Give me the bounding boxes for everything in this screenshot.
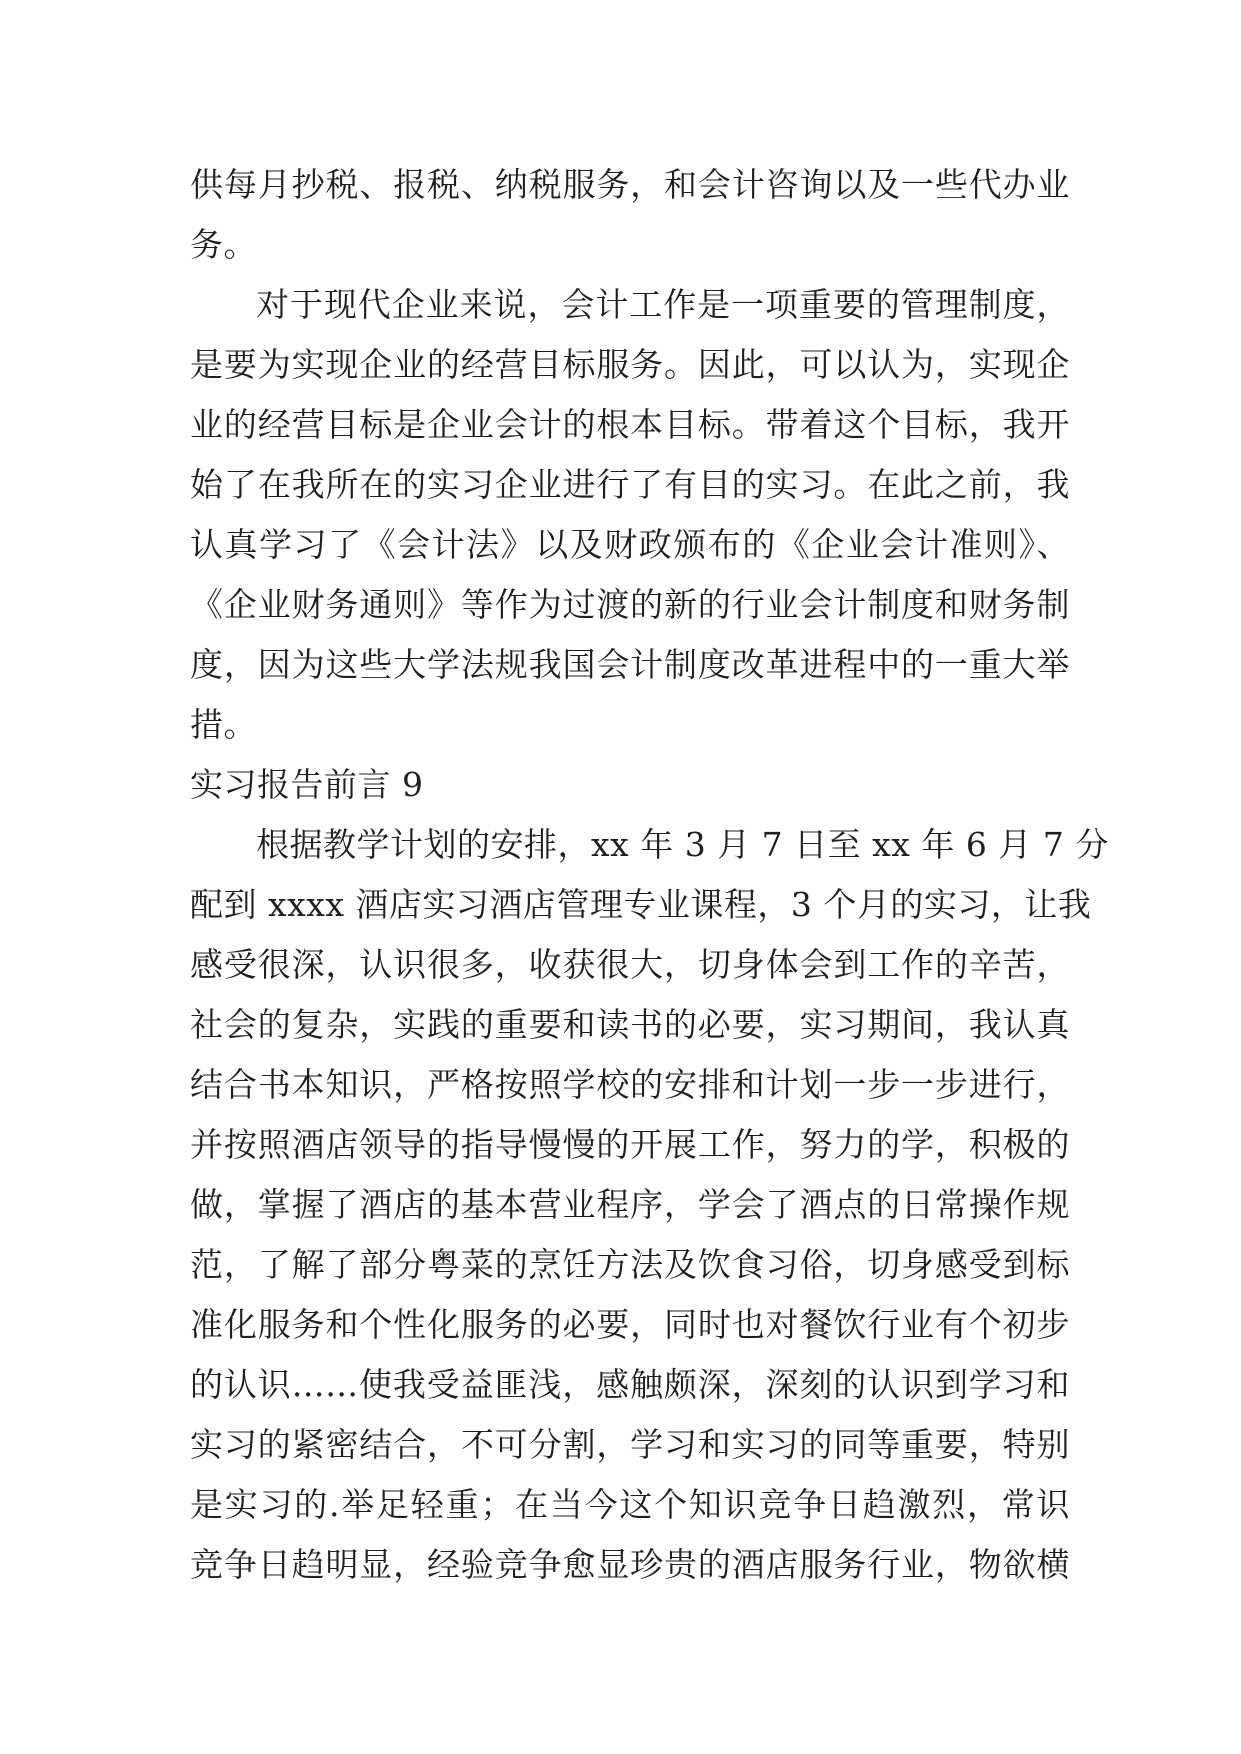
text-line: 并按照酒店领导的指导慢慢的开展工作，努力的学，积极的 — [190, 1125, 1070, 1164]
text-line: 做，掌握了酒店的基本营业程序，学会了酒点的日常操作规 — [190, 1185, 1070, 1224]
text-line: 对于现代企业来说，会计工作是一项重要的管理制度， — [256, 285, 1070, 324]
document-body — [190, 155, 1109, 1595]
section-heading — [190, 755, 1070, 815]
text-line: 的认识……使我受益匪浅，感触颇深，深刻的认识到学习和 — [190, 1365, 1070, 1404]
text-line: 实习的紧密结合，不可分割，学习和实习的同等重要，特别 — [190, 1425, 1070, 1464]
text-line: 结合书本知识，严格按照学校的安排和计划一步一步进行， — [190, 1065, 1070, 1104]
text-line: 根据教学计划的安排，xx 年 3 月 7 日至 xx 年 6 月 7 分 — [256, 825, 1109, 864]
text-line: 度，因为这些大学法规我国会计制度改革进程中的一重大举 — [190, 645, 1070, 684]
text-line: 始了在我所在的实习企业进行了有目的实习。在此之前，我 — [190, 465, 1070, 504]
text-line: 社会的复杂，实践的重要和读书的必要，实习期间，我认真 — [190, 1005, 1070, 1044]
paragraph-tax-services — [190, 155, 1070, 275]
paragraph-accounting-goal — [190, 275, 1070, 755]
paragraph-hotel-internship — [190, 815, 1109, 1595]
text-line: 务。 — [190, 225, 257, 264]
text-line: 措。 — [190, 705, 257, 744]
text-line: 范，了解了部分粤菜的烹饪方法及饮食习俗，切身感受到标 — [190, 1245, 1070, 1284]
text-line: 供每月抄税、报税、纳税服务，和会计咨询以及一些代办业 — [190, 165, 1070, 204]
section-heading-text: 实习报告前言 9 — [190, 765, 424, 804]
text-line: 配到 xxxx 酒店实习酒店管理专业课程，3 个月的实习，让我 — [190, 885, 1092, 924]
text-line: 是实习的.举足轻重；在当今这个知识竞争日趋激烈，常识 — [190, 1485, 1070, 1524]
text-line: 《企业财务通则》等作为过渡的新的行业会计制度和财务制 — [190, 585, 1070, 624]
text-line: 认真学习了《会计法》以及财政颁布的《企业会计准则》、 — [190, 525, 1070, 564]
text-line: 竞争日趋明显，经验竞争愈显珍贵的酒店服务行业，物欲横 — [190, 1545, 1070, 1584]
text-line: 感受很深，认识很多，收获很大，切身体会到工作的辛苦， — [190, 945, 1070, 984]
text-line: 是要为实现企业的经营目标服务。因此，可以认为，实现企 — [190, 345, 1070, 384]
text-line: 准化服务和个性化服务的必要，同时也对餐饮行业有个初步 — [190, 1305, 1070, 1344]
text-line: 业的经营目标是企业会计的根本目标。带着这个目标，我开 — [190, 405, 1070, 444]
